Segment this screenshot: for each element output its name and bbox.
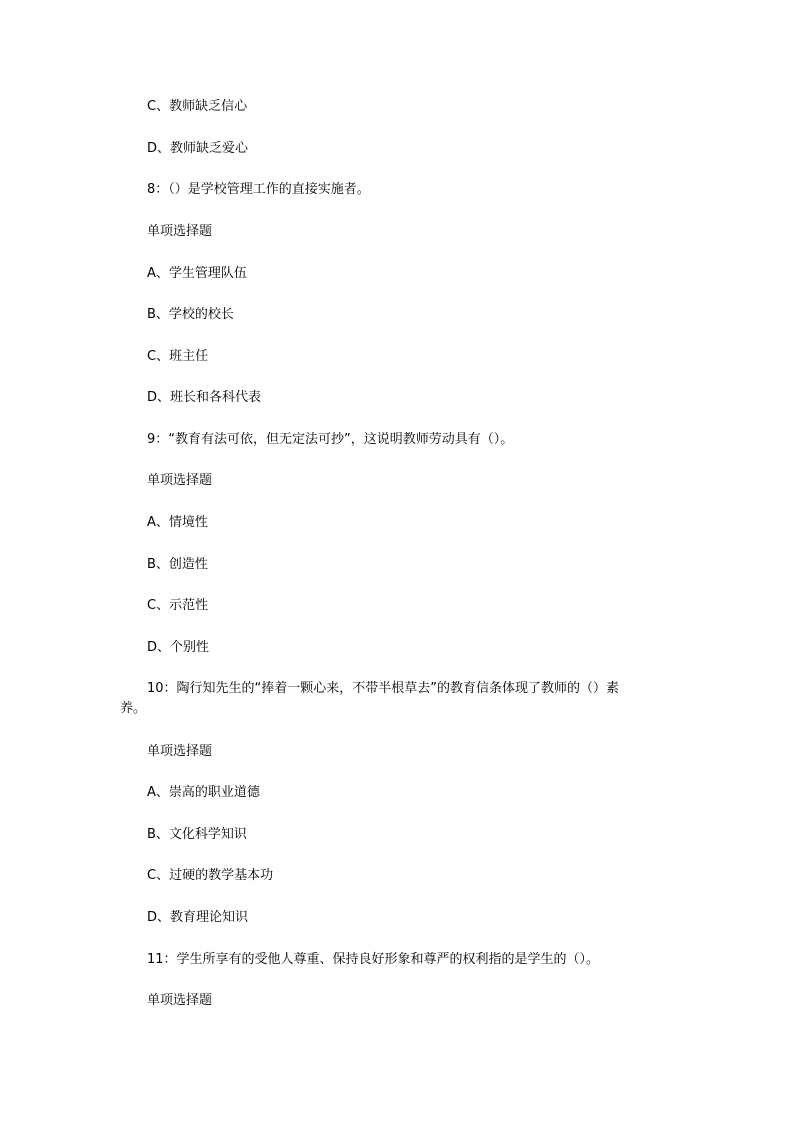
option-text: B、创造性	[147, 557, 208, 572]
option-text: C、班主任	[147, 349, 209, 364]
option-text: A、崇高的职业道德	[147, 785, 260, 800]
question-text: 11：学生所享有的受他人尊重、保持良好形象和尊严的权利指的是学生的（）。	[147, 952, 600, 967]
option-text: D、教师缺乏爱心	[147, 141, 249, 156]
option-text: B、文化科学知识	[147, 827, 247, 842]
question-text: 9：“教育有法可依，但无定法可抄”，这说明教师劳动具有（）。	[147, 432, 514, 447]
option-text: C、示范性	[147, 598, 209, 613]
question-text: 10：陶行知先生的“捧着一颗心来，不带半根草去”的教育信条体现了教师的（）素养。	[120, 681, 620, 716]
question-type-label: 单项选择题	[147, 473, 213, 488]
question-text: 8：（）是学校管理工作的直接实施者。	[147, 182, 370, 197]
question-type-label: 单项选择题	[147, 744, 213, 759]
option-text: D、班长和各科代表	[147, 390, 262, 405]
option-text: D、教育理论知识	[147, 910, 249, 925]
option-text: C、教师缺乏信心	[147, 99, 248, 114]
option-text: B、学校的校长	[147, 307, 234, 322]
option-text: A、学生管理队伍	[147, 266, 247, 281]
question-type-label: 单项选择题	[147, 224, 213, 239]
option-text: C、过硬的教学基本功	[147, 868, 274, 883]
option-text: D、个别性	[147, 640, 210, 655]
question-type-label: 单项选择题	[147, 993, 213, 1008]
option-text: A、情境性	[147, 515, 208, 530]
